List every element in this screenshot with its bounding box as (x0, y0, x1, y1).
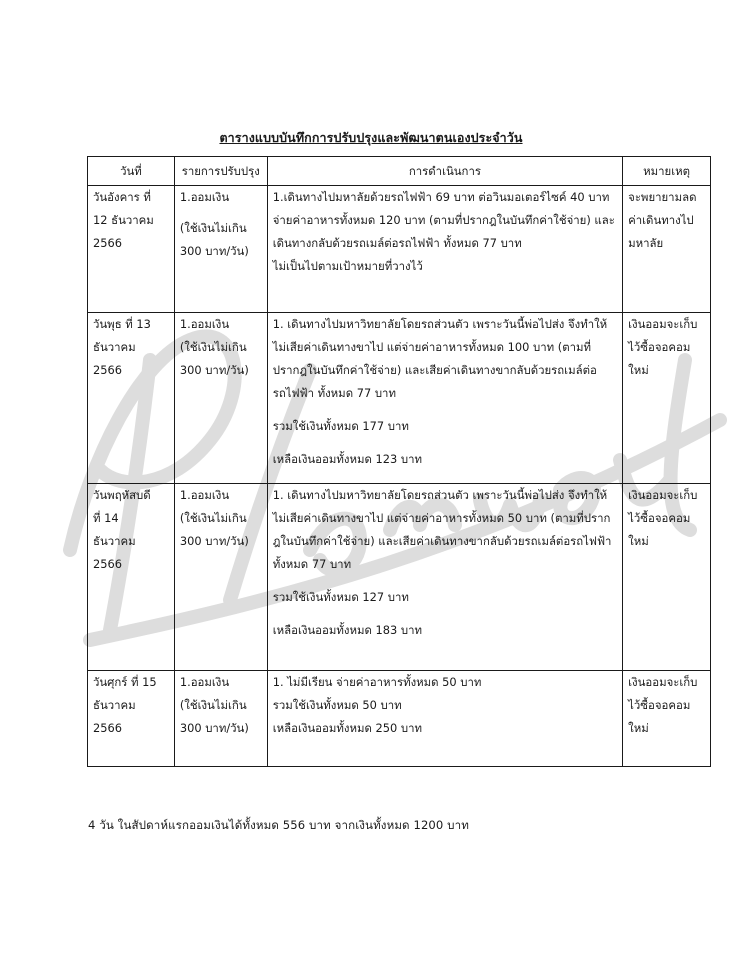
daily-log-table (87, 156, 711, 767)
action-text: 1. เดินทางไปมหาวิทยาลัยโดยรถส่วนตัว เพราะวันนี้พ่อไปส่ง จึงทำให้ไม่เสียค่าเดินทางขาไป แต่จ่ายค่าอาหารทั้งหมด 50 บาท (ตามที่ปรากฎในบันทึกค่าใช้จ่าย) และเสียค่าเดินทางขากลับด้วยรถเมล์ต่อรถไฟฟ้า ทั้งหมด 77 บาท (272, 488, 612, 571)
action-total: รวมใช้เงินทั้งหมด 50 บาท (272, 698, 402, 712)
table-row (88, 186, 711, 313)
action-text: 1.เดินทางไปมหาลัยด้วยรถไฟฟ้า 69 บาท ต่อวินมอเตอร์ไซค์ 40 บาท จ่ายค่าอาหารทั้งหมด 120 บาท (ตามที่ปรากฎในบันทึกค่าใช้จ่าย) และเดินทางกลับด้วยรถเมล์ต่อรถไฟฟ้า ทั้งหมด 77 บาท (272, 190, 615, 250)
cell-action (267, 186, 622, 313)
action-savings: เหลือเงินออมทั้งหมด 123 บาท (272, 452, 422, 466)
header-improvement: รายการปรับปรุง (174, 157, 267, 186)
cell-improvement (174, 484, 267, 671)
action-result: ไม่เป็นไปตามเป้าหมายที่วางไว้ (272, 259, 423, 273)
improvement-limit: (ใช้เงินไม่เกิน 300 บาท/วัน) (179, 698, 249, 735)
cell-date: วันพุธ ที่ 13 ธันวาคม 2566 (88, 313, 175, 484)
action-savings: เหลือเงินออมทั้งหมด 250 บาท (272, 721, 422, 735)
improvement-item: 1.ออมเงิน (179, 190, 230, 204)
cell-action (267, 484, 622, 671)
action-savings: เหลือเงินออมทั้งหมด 183 บาท (272, 623, 422, 637)
cell-note: จะพยายามลดค่าเดินทางไปมหาลัย (623, 186, 711, 313)
cell-note: เงินออมจะเก็บไว้ซื้อจอคอมใหม่ (623, 671, 711, 767)
improvement-item: 1.ออมเงิน (179, 488, 230, 502)
cell-action (267, 671, 622, 767)
action-total: รวมใช้เงินทั้งหมด 127 บาท (272, 590, 409, 604)
cell-action (267, 313, 622, 484)
table-row (88, 313, 711, 484)
action-text: 1. เดินทางไปมหาวิทยาลัยโดยรถส่วนตัว เพราะวันนี้พ่อไปส่ง จึงทำให้ไม่เสียค่าเดินทางขาไป แต่จ่ายค่าอาหารทั้งหมด 100 บาท (ตามที่ปรากฎในบันทึกค่าใช้จ่าย) และเสียค่าเดินทางขากลับด้วยรถเมล์ต่อรถไฟฟ้า ทั้งหมด 77 บาท (272, 317, 608, 400)
action-total: รวมใช้เงินทั้งหมด 177 บาท (272, 419, 409, 433)
improvement-limit: (ใช้เงินไม่เกิน 300 บาท/วัน) (179, 340, 249, 377)
cell-note: เงินออมจะเก็บไว้ซื้อจอคอมใหม่ (623, 313, 711, 484)
weekly-summary: 4 วัน ในสัปดาห์แรกออมเงินได้ทั้งหมด 556 บาท จากเงินทั้งหมด 1200 บาท (88, 818, 469, 832)
improvement-limit: (ใช้เงินไม่เกิน 300 บาท/วัน) (179, 511, 249, 548)
cell-date: วันพฤหัสบดี ที่ 14 ธันวาคม 2566 (88, 484, 175, 671)
cell-improvement (174, 671, 267, 767)
improvement-item: 1.ออมเงิน (179, 317, 230, 331)
header-action: การดำเนินการ (267, 157, 622, 186)
action-text: 1. ไม่มีเรียน จ่ายค่าอาหารทั้งหมด 50 บาท (272, 675, 482, 689)
cell-improvement (174, 186, 267, 313)
improvement-limit: (ใช้เงินไม่เกิน 300 บาท/วัน) (179, 221, 249, 258)
header-note: หมายเหตุ (623, 157, 711, 186)
header-date: วันที่ (88, 157, 175, 186)
cell-note: เงินออมจะเก็บไว้ซื้อจอคอมใหม่ (623, 484, 711, 671)
cell-date: วันอังคาร ที่ 12 ธันวาคม 2566 (88, 186, 175, 313)
cell-improvement (174, 313, 267, 484)
page-title: ตารางแบบบันทึกการปรับปรุงและพัฒนาตนเองประจำวัน (219, 130, 523, 145)
table-row (88, 671, 711, 767)
cell-date: วันศุกร์ ที่ 15 ธันวาคม 2566 (88, 671, 175, 767)
improvement-item: 1.ออมเงิน (179, 675, 230, 689)
table-row (88, 484, 711, 671)
table-header-row (88, 157, 711, 186)
